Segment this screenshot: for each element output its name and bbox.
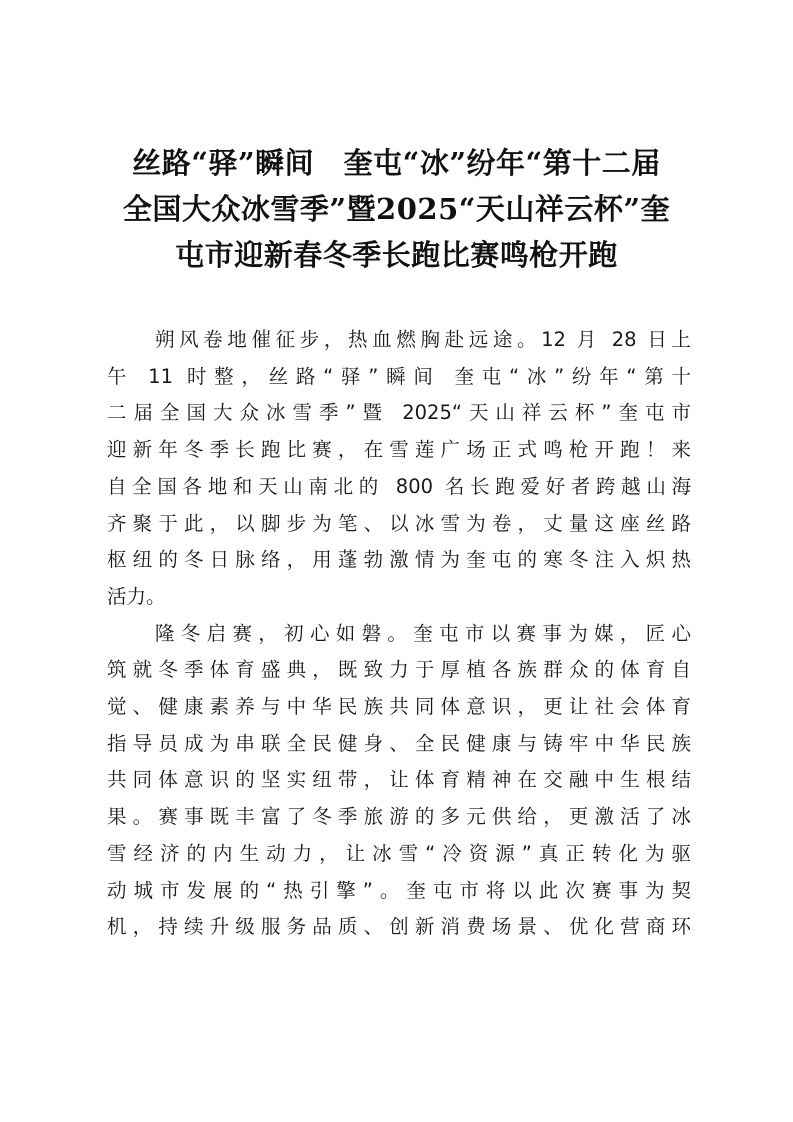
article-title — [96, 140, 697, 278]
paragraph-line: 二届全国大众冰雪季”暨 2025“天山祥云杯”奎屯市 — [107, 401, 691, 425]
paragraph-line: 齐聚于此，以脚步为笔、以冰雪为卷，丈量这座丝路 — [107, 511, 691, 535]
paragraph-line: 午 11 时整，丝路“驿”瞬间 奎屯“冰”纷年“第十 — [107, 364, 691, 388]
paragraph-1 — [107, 322, 691, 616]
paragraph-line: 枢纽的冬日脉络，用蓬勃激情为奎屯的寒冬注入炽热 — [107, 548, 691, 572]
paragraph-line: 果。赛事既丰富了冬季旅游的多元供给，更激活了冰 — [107, 805, 691, 829]
paragraph-line: 动城市发展的“热引擎”。奎屯市将以此次赛事为契 — [107, 878, 691, 902]
paragraph-line: 隆冬启赛，初心如磐。奎屯市以赛事为媒，匠心 — [155, 621, 691, 645]
paragraph-line: 朔风卷地催征步，热血燃胸赴远途。12 月 28 日上 — [155, 328, 691, 351]
paragraph-line: 活力。 — [107, 584, 166, 608]
paragraph-line: 机，持续升级服务品质、创新消费场景、优化营商环 — [107, 915, 691, 939]
title-line: 屯市迎新春冬季长跑比赛鸣枪开跑 — [175, 238, 618, 272]
paragraph-line: 雪经济的内生动力，让冰雪“冷资源”真正转化为驱 — [107, 841, 691, 865]
paragraph-line: 觉、健康素养与中华民族共同体意识，更让社会体育 — [107, 695, 691, 719]
paragraph-line: 共同体意识的坚实纽带，让体育精神在交融中生根结 — [107, 768, 691, 792]
paragraph-line: 自全国各地和天山南北的 800 名长跑爱好者跨越山海 — [107, 474, 691, 498]
paragraph-line: 筑就冬季体育盛典，既致力于厚植各族群众的体育自 — [107, 658, 691, 682]
paragraph-2 — [107, 616, 691, 946]
title-line: 丝路“驿”瞬间 奎屯“冰”纷年“第十二届 — [132, 146, 661, 180]
article-body — [107, 322, 691, 946]
paragraph-line: 指导员成为串联全民健身、全民健康与铸牢中华民族 — [107, 731, 691, 755]
paragraph-line: 迎新年冬季长跑比赛，在雪莲广场正式鸣枪开跑！来 — [107, 438, 691, 462]
title-line: 全国大众冰雪季”暨2025“天山祥云杯”奎 — [122, 192, 671, 226]
